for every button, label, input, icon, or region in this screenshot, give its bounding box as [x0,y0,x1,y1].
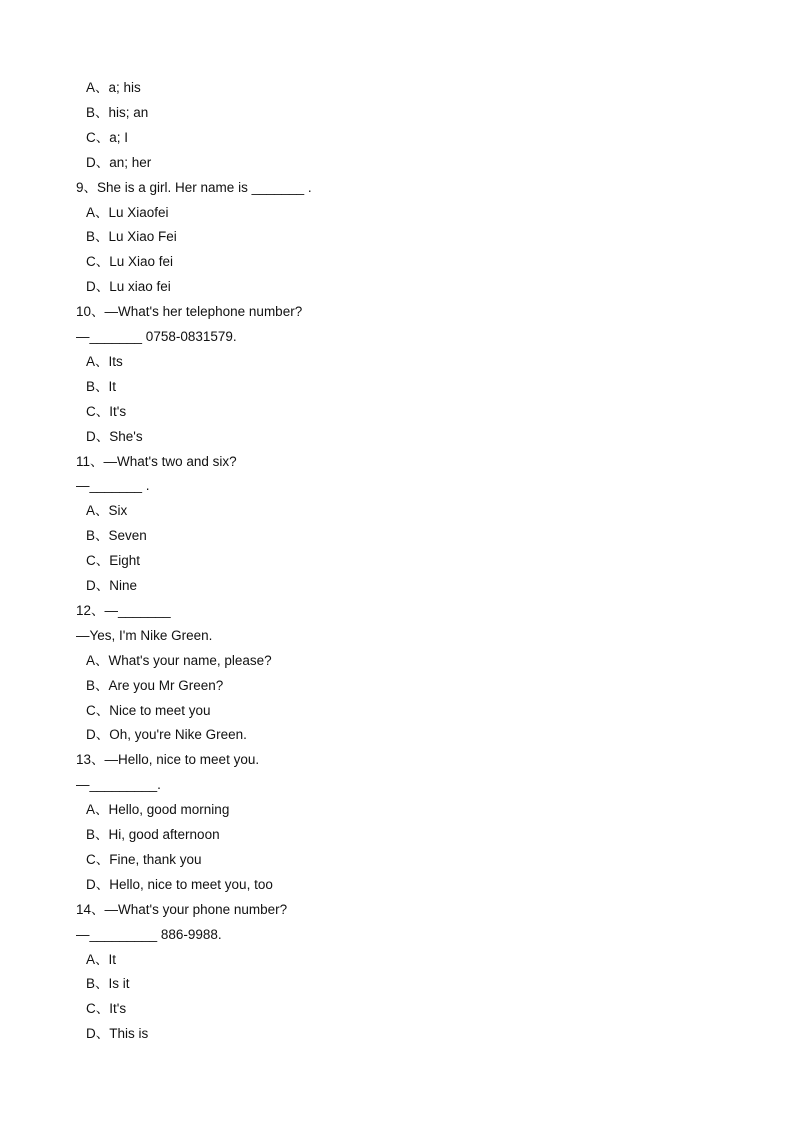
question-line: 10、—What's her telephone number? [76,304,303,320]
answer-option: C、It's [86,403,127,419]
question-line: 9、She is a girl. Her name is _______ . [76,179,312,195]
answer-option: B、Seven [86,528,147,544]
question-line: —_______ 0758-0831579. [76,329,237,344]
answer-option: A、It [86,951,117,967]
question-line: —_________. [76,777,161,793]
answer-option: C、a; I [86,129,129,145]
answer-option: C、Fine, thank you [86,851,202,867]
answer-option: A、Its [86,353,123,369]
answer-option: A、What's your name, please? [86,652,272,668]
answer-option: D、She's [86,428,143,444]
answer-option: B、Are you Mr Green? [86,677,224,693]
answer-option: D、an; her [86,154,152,170]
answer-option: D、Oh, you're Nike Green. [86,727,247,743]
answer-option: C、Nice to meet you [86,702,211,718]
answer-option: B、Is it [86,976,130,992]
answer-option: D、Hello, nice to meet you, too [86,876,273,892]
answer-option: D、This is [86,1026,149,1042]
question-line: 13、—Hello, nice to meet you. [76,752,260,768]
answer-option: C、It's [86,1001,127,1017]
answer-option: A、Hello, good morning [86,802,230,818]
question-line: —_______ . [76,478,150,494]
answer-option: B、his; an [86,104,149,120]
answer-option: D、Lu xiao fei [86,279,171,295]
answer-option: D、Nine [86,578,138,593]
question-line: 12、—_______ [76,602,171,618]
answer-option: B、It [86,378,117,394]
answer-option: B、Lu Xiao Fei [86,229,177,245]
answer-option: A、Six [86,503,128,519]
answer-option: B、Hi, good afternoon [86,827,220,842]
answer-option: A、Lu Xiaofei [86,204,169,220]
question-line: —_________ 886-9988. [76,926,222,942]
answer-option: C、Lu Xiao fei [86,254,174,270]
question-line: 11、—What's two and six? [76,453,237,469]
question-line: 14、—What's your phone number? [76,901,288,917]
answer-option: A、a; his [86,80,141,95]
question-line: —Yes, I'm Nike Green. [76,627,213,643]
answer-option: C、Eight [86,553,141,569]
